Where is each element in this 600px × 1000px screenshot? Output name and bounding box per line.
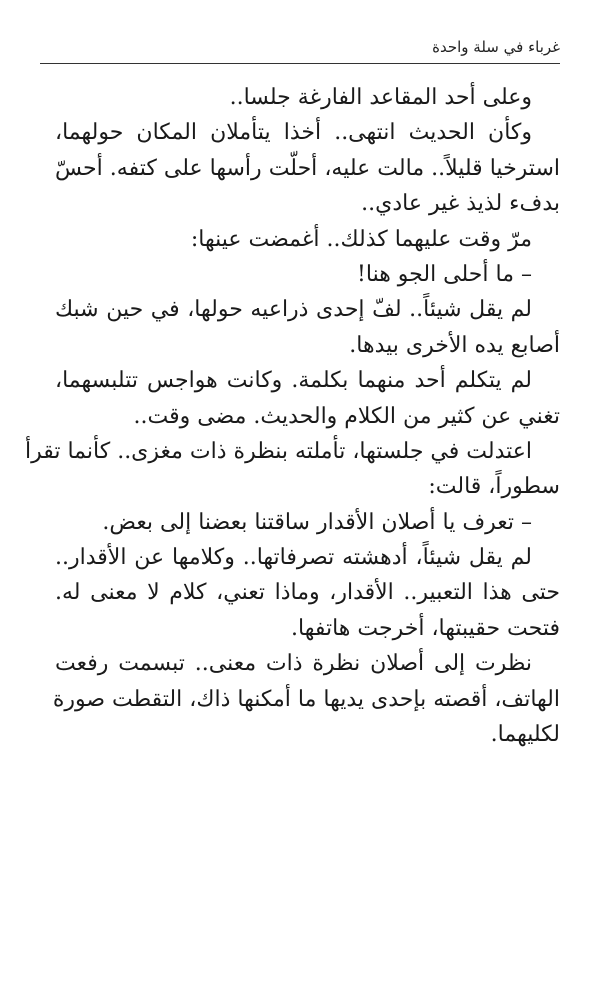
- text-line: مرّ وقت عليهما كذلك.. أغمضت عينها:: [190, 226, 532, 252]
- text-line: – تعرف يا أصلان الأقدار ساقتنا بعضنا إلى بعض.: [102, 509, 532, 535]
- text-line: لم يقل شيئاً.. لفّ إحدى ذراعيه حولها، في حين شبك: [55, 297, 532, 323]
- body-text: [24, 80, 560, 752]
- text-line: بدفء لذيذ غير عادي..: [361, 191, 560, 217]
- text-line: وكأن الحديث انتهى.. أخذا يتأملان المكان حولهما،: [55, 120, 532, 146]
- paragraph: [55, 540, 560, 646]
- text-line: فتحت حقيبتها، أخرجت هاتفها.: [291, 615, 560, 641]
- header-rule: [40, 63, 560, 64]
- text-line: استرخيا قليلاً.. مالت عليه، أحلّت رأسها على كتفه. أحسّ: [55, 155, 560, 181]
- text-line: لم يتكلم أحد منهما بكلمة. وكانت هواجس تتلبسهما،: [55, 368, 532, 394]
- paragraph: [55, 115, 560, 221]
- paragraph: [52, 646, 560, 752]
- text-line: سطوراً، قالت:: [428, 474, 560, 500]
- text-line: أصابع يده الأخرى بيدها.: [349, 332, 560, 358]
- paragraph: [24, 434, 560, 505]
- paragraph: [55, 505, 560, 540]
- text-line: وعلى أحد المقاعد الفارغة جلسا..: [229, 85, 532, 110]
- running-header: غرباء في سلة واحدة: [432, 38, 560, 56]
- text-line: – ما أحلى الجو هنا!: [357, 261, 532, 287]
- text-line: لم يقل شيئاً، أدهشته تصرفاتها.. وكلامها عن الأقدار..: [55, 545, 532, 571]
- text-line: اعتدلت في جلستها، تأملته بنظرة ذات مغزى.. كأنما تقرأ: [24, 438, 532, 464]
- text-line: لكليهما.: [490, 722, 560, 748]
- text-line: الهاتف، أقصته بإحدى يديها ما أمكنها ذاك، التقطت صورة: [52, 686, 560, 712]
- text-line: تغني عن كثير من الكلام والحديث. مضى وقت..: [133, 403, 560, 429]
- paragraph: [55, 80, 560, 115]
- text-line: نظرت إلى أصلان نظرة ذات معنى.. تبسمت رفعت: [55, 651, 532, 677]
- paragraph: [55, 257, 560, 292]
- paragraph: [55, 222, 560, 257]
- paragraph: [55, 292, 560, 363]
- paragraph: [55, 363, 560, 434]
- text-line: حتى هذا التعبير.. الأقدار، وماذا تعني، كلام لا معنى له.: [55, 580, 560, 606]
